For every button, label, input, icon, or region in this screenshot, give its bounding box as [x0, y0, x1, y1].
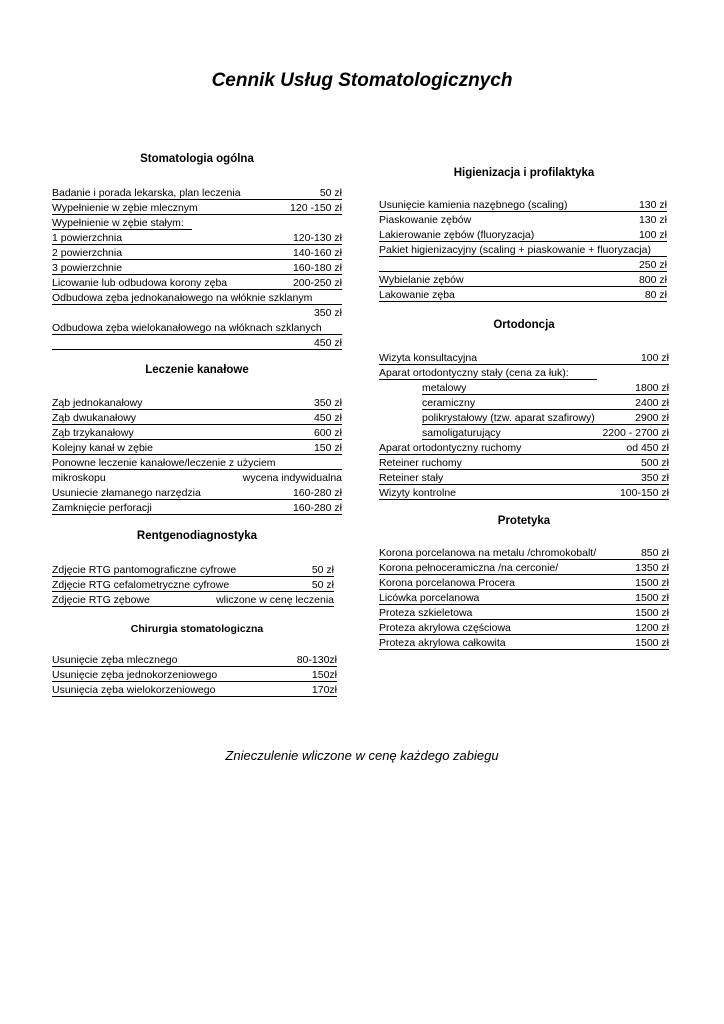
price-row: Usuniecie złamanego narzędzia 160-280 zł: [52, 487, 342, 499]
price-row: 3 powierzchnie 160-180 zł: [52, 262, 342, 274]
price-row: Proteza akrylowa częściowa 1200 zł: [379, 622, 669, 634]
price-row: Reteiner stały 350 zł: [379, 472, 669, 484]
price-row: Pakiet higienizacyjny (scaling + piaskowanie + fluoryzacja): [379, 243, 667, 257]
price-row: Zdjęcie RTG pantomograficzne cyfrowe 50 zł: [52, 564, 334, 576]
price-row: Ząb trzykanałowy 600 zł: [52, 427, 342, 439]
price-row: Odbudowa zęba wielokanałowego na włóknach szklanych: [52, 321, 342, 335]
price-row: Wizyty kontrolne 100-150 zł: [379, 487, 669, 499]
price-row: mikroskopu wycena indywidualna: [52, 472, 342, 484]
section-heading-chirurgia: Chirurgia stomatologiczna: [130, 623, 264, 635]
price-row: Zdjęcie RTG zębowe wliczone w cenę leczenia: [52, 594, 334, 606]
price-row: Proteza szkieletowa 1500 zł: [379, 607, 669, 619]
price-row: Wypełnienie w zębie stałym:: [52, 216, 192, 230]
price-row: 2 powierzchnia 140-160 zł: [52, 247, 342, 259]
price-row: Odbudowa zęba jednokanałowego na włóknie szklanym: [52, 291, 342, 305]
section-heading-higienizacja: Higienizacja i profilaktyka: [453, 167, 595, 179]
price-row: Licówka porcelanowa 1500 zł: [379, 592, 669, 604]
price-row: Ząb dwukanałowy 450 zł: [52, 412, 342, 424]
price-row: Ponowne leczenie kanałowe/leczenie z użyciem: [52, 456, 342, 470]
price-row: Usunięcie kamienia nazębnego (scaling) 130 zł: [379, 199, 667, 211]
price-row: Zdjęcie RTG cefalometryczne cyfrowe 50 zł: [52, 579, 334, 591]
price-row: Piaskowanie zębów 130 zł: [379, 214, 667, 226]
price-row: 250 zł: [379, 258, 667, 272]
price-row: Zamknięcie perforacji 160-280 zł: [52, 502, 342, 514]
page-title: Cennik Usług Stomatologicznych: [211, 70, 513, 91]
price-row: polikrystałowy (tzw. aparat szafirowy) 2900 zł: [422, 412, 669, 424]
price-row: Proteza akrylowa całkowita 1500 zł: [379, 637, 669, 649]
price-row: Wybielanie zębów 800 zł: [379, 274, 667, 286]
section-heading-ortodoncja: Ortodoncja: [493, 319, 555, 331]
price-row: ceramiczny 2400 zł: [422, 397, 669, 409]
section-heading-rtg: Rentgenodiagnostyka: [136, 530, 258, 542]
price-row: Kolejny kanał w zębie 150 zł: [52, 442, 342, 454]
price-row: Aparat ortodontyczny stały (cena za łuk):: [379, 366, 597, 380]
price-row: Wypełnienie w zębie mlecznym 120 -150 zł: [52, 202, 342, 214]
price-row: Usunięcie zęba jednokorzeniowego 150zł: [52, 669, 337, 681]
footer-note: Znieczulenie wliczone w cenę każdego zabiegu: [225, 748, 499, 763]
price-row: Usunięcie zęba mlecznego 80-130zł: [52, 654, 337, 666]
price-row: Reteiner ruchomy 500 zł: [379, 457, 669, 469]
price-row: Korona pełnoceramiczna /na cerconie/ 1350 zł: [379, 562, 669, 574]
price-row: Badanie i porada lekarska, plan leczenia 50 zł: [52, 187, 342, 199]
price-row: Wizyta konsultacyjna 100 zł: [379, 352, 669, 364]
price-row: Korona porcelanowa na metalu /chromokobalt/ 850 zł: [379, 547, 669, 559]
price-row: Usunięcia zęba wielokorzeniowego 170zł: [52, 684, 337, 696]
price-row: Licowanie lub odbudowa korony zęba 200-250 zł: [52, 277, 342, 289]
price-row: 450 zł: [52, 336, 342, 350]
price-row: Ząb jednokanałowy 350 zł: [52, 397, 342, 409]
section-heading-ogolna: Stomatologia ogólna: [140, 153, 254, 165]
price-row: 1 powierzchnia 120-130 zł: [52, 232, 342, 244]
price-row: Lakierowanie zębów (fluoryzacja) 100 zł: [379, 229, 667, 241]
price-row: Aparat ortodontyczny ruchomy od 450 zł: [379, 442, 669, 454]
price-row: 350 zł: [313, 307, 342, 319]
price-row: Lakowanie zęba 80 zł: [379, 289, 667, 301]
price-row: Korona porcelanowa Procera 1500 zł: [379, 577, 669, 589]
price-row: samoligaturujący 2200 - 2700 zł: [422, 427, 669, 439]
section-heading-kanalowe: Leczenie kanałowe: [145, 364, 249, 376]
price-row: metalowy 1800 zł: [422, 382, 669, 394]
section-heading-protetyka: Protetyka: [497, 515, 551, 527]
